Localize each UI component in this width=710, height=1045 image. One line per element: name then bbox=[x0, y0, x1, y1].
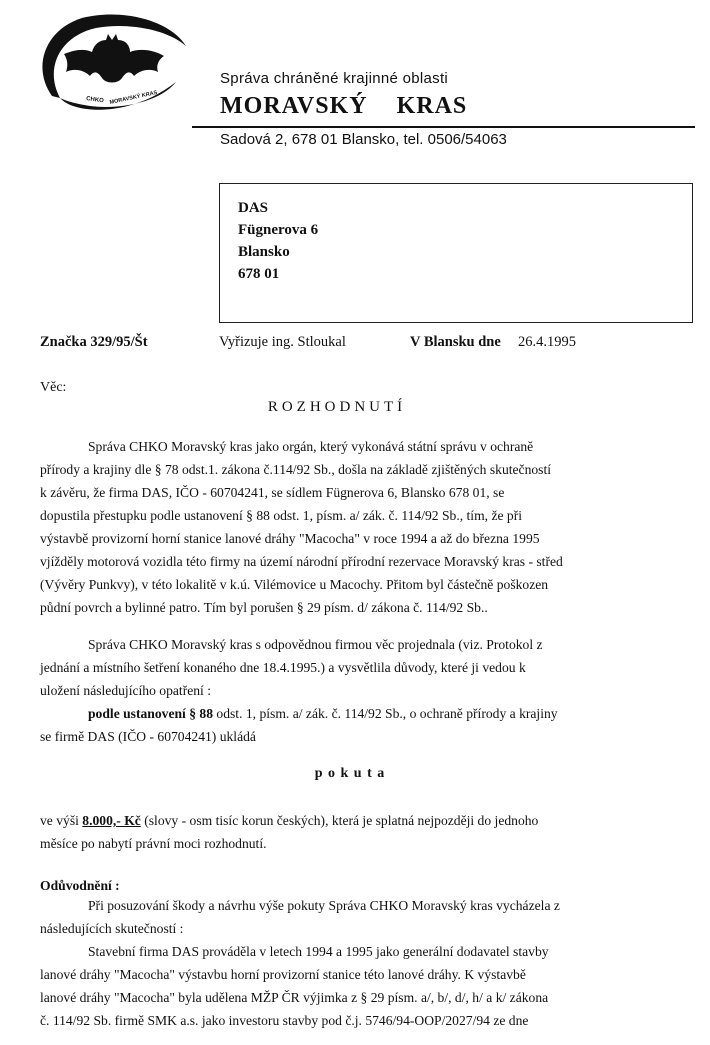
org-name: MORAVSKÝ KRAS bbox=[220, 93, 468, 119]
org-address: Sadová 2, 678 01 Blansko, tel. 0506/54063 bbox=[220, 131, 507, 148]
justification-line: Stavební firma DAS prováděla v letech 1994 a 1995 jako generální dodavatel stavby bbox=[88, 944, 549, 959]
penalty-heading: p o k u t a bbox=[314, 766, 386, 781]
paragraph1-line: dopustila přestupku podle ustanovení § 88 odst. 1, písm. a/ zák. č. 114/92 Sb., tím, že při bbox=[40, 508, 523, 523]
decision-line-2: se firmě DAS (IČO - 60704241) ukládá bbox=[40, 729, 256, 744]
paragraph1-line: půdní povrch a bylinné patro. Tím byl porušen § 29 písm. d/ zákona č. 114/92 Sb.. bbox=[40, 600, 488, 615]
logo-text-left: CHKO bbox=[85, 96, 105, 105]
chko-logo bbox=[30, 10, 190, 118]
paragraph1-line: výstavbě provizorní horní stanice lanové dráhy "Macocha" v roce 1994 a až do března 1995 bbox=[40, 531, 540, 546]
recipient-box bbox=[219, 183, 693, 323]
recipient-line-4: 678 01 bbox=[238, 266, 280, 282]
justification-label: Odůvodnění : bbox=[40, 878, 120, 893]
org-line: Správa chráněné krajinné oblasti bbox=[220, 70, 449, 87]
recipient-line-1: DAS bbox=[238, 200, 269, 216]
justification-line: lanové dráhy "Macocha" výstavbu horní provizorní stanice této lanové dráhy. K výstavbě bbox=[40, 967, 526, 982]
justification-line: následujících skutečností : bbox=[40, 921, 184, 936]
decision-line-1 bbox=[88, 706, 558, 722]
letterhead-divider bbox=[192, 126, 695, 128]
date-value: 26.4.1995 bbox=[518, 334, 576, 350]
logo-text-right: MORAVSKÝ KRAS bbox=[109, 90, 158, 106]
paragraph2-line: uložení následujícího opatření : bbox=[40, 683, 212, 698]
justification-line: Při posuzování škody a návrhu výše pokuty Správa CHKO Moravský kras vycházela z bbox=[88, 898, 560, 913]
paragraph1-line: (Vývěry Punkvy), v této lokalitě v k.ú. Vilémovice u Macochy. Přitom byl částečně poškozen bbox=[40, 577, 549, 592]
document-title: ROZHODNUTÍ bbox=[267, 399, 407, 415]
penalty-amount: 8.000,- Kč bbox=[82, 813, 141, 828]
recipient-line-3: Blansko bbox=[238, 244, 290, 260]
paragraph1-line: vjížděly motorová vozidla této firmy na území národní přírodní rezervace Moravský kras - střed bbox=[40, 554, 563, 569]
date-label: V Blansku dne bbox=[410, 334, 501, 350]
subject-label: Věc: bbox=[40, 380, 67, 395]
penalty-prefix: ve výši bbox=[40, 813, 83, 828]
paragraph2-line: Správa CHKO Moravský kras s odpovědnou firmou věc projednala (viz. Protokol z bbox=[88, 637, 543, 652]
penalty-line-2: měsíce po nabytí právní moci rozhodnutí. bbox=[40, 836, 267, 851]
paragraph1-line: přírody a krajiny dle § 78 odst.1. zákona č.114/92 Sb., došla na základě zjištěných skutečností bbox=[40, 462, 552, 477]
paragraph1-line: k závěru, že firma DAS, IČO - 60704241, se sídlem Fügnerova 6, Blansko 678 01, se bbox=[40, 485, 505, 500]
penalty-line-1 bbox=[40, 813, 538, 829]
handled-by: Vyřizuje ing. Stloukal bbox=[219, 334, 346, 350]
penalty-rest: (slovy - osm tisíc korun českých), která je splatná nejpozději do jednoho bbox=[140, 813, 539, 828]
reference-number: Značka 329/95/Št bbox=[40, 334, 148, 350]
paragraph1-line: Správa CHKO Moravský kras jako orgán, který vykonává státní správu v ochraně bbox=[88, 439, 534, 454]
decision-legal-rest: odst. 1, písm. a/ zák. č. 114/92 Sb., o ochraně přírody a krajiny bbox=[213, 706, 558, 721]
paragraph2-line: jednání a místního šetření konaného dne 18.4.1995.) a vysvětlila důvody, které ji vedou k bbox=[40, 660, 526, 675]
decision-legal-basis: podle ustanovení § 88 bbox=[88, 706, 214, 721]
justification-line: č. 114/92 Sb. firmě SMK a.s. jako investoru stavby pod č.j. 5746/94-OOP/2027/94 ze dne bbox=[40, 1013, 529, 1028]
recipient-line-2: Fügnerova 6 bbox=[238, 222, 319, 238]
justification-line: lanové dráhy "Macocha" byla udělena MŽP ČR výjimka z § 29 písm. a/, b/, d/, h/ a k/ zákona bbox=[40, 990, 549, 1005]
